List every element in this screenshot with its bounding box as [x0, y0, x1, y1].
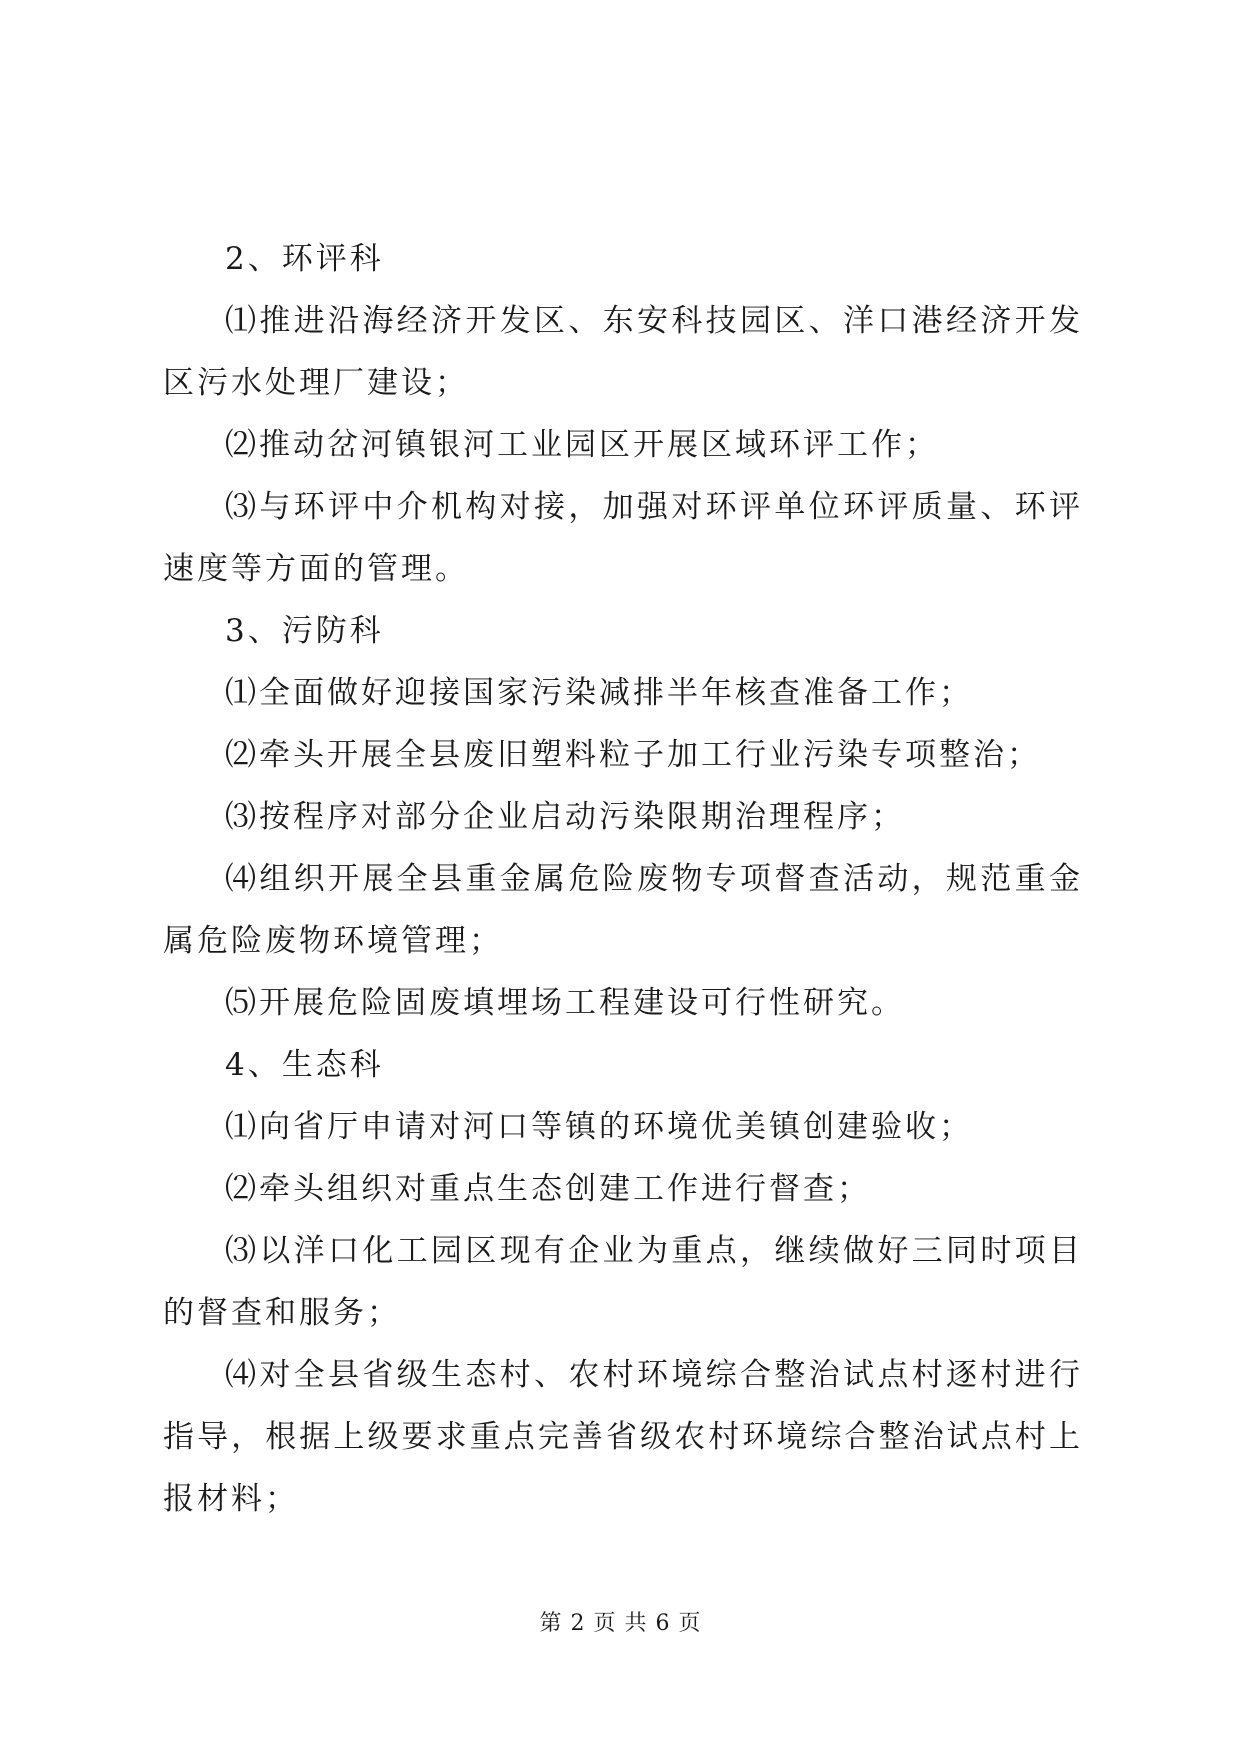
- paragraph: ⑶与环评中介机构对接，加强对环评单位环评质量、环评速度等方面的管理。: [163, 489, 1083, 587]
- paragraph: ⑵推动岔河镇银河工业园区开展区域环评工作；: [225, 427, 939, 463]
- paragraph: ⑷组织开展全县重金属危险废物专项督查活动，规范重金属危险废物环境管理；: [163, 861, 1083, 959]
- paragraph: ⑴全面做好迎接国家污染减排半年核查准备工作；: [225, 675, 973, 711]
- section-heading-wufang: 3、污防科: [225, 613, 384, 649]
- paragraph: ⑷对全县省级生态村、农村环境综合整治试点村逐村进行指导，根据上级要求重点完善省级农村环境综合整治试点村上报材料；: [163, 1357, 1083, 1517]
- paragraph: ⑶以洋口化工园区现有企业为重点，继续做好三同时项目的督查和服务；: [163, 1233, 1083, 1331]
- paragraph: ⑸开展危险固废填埋场工程建设可行性研究。: [225, 985, 905, 1021]
- paragraph: ⑶按程序对部分企业启动污染限期治理程序；: [225, 799, 905, 835]
- paragraph: ⑴向省厅申请对河口等镇的环境优美镇创建验收；: [225, 1109, 973, 1145]
- section-heading-shengtai: 4、生态科: [225, 1047, 384, 1083]
- paragraph: ⑴推进沿海经济开发区、东安科技园区、洋口港经济开发区污水处理厂建设；: [163, 303, 1083, 401]
- page-number-footer: 第 2 页 共 6 页: [539, 1611, 702, 1636]
- paragraph: ⑵牵头开展全县废旧塑料粒子加工行业污染专项整治；: [225, 737, 1041, 773]
- document-body: [163, 228, 1083, 1530]
- paragraph: ⑵牵头组织对重点生态创建工作进行督查；: [225, 1171, 871, 1207]
- section-heading-huanping: 2、环评科: [225, 241, 384, 277]
